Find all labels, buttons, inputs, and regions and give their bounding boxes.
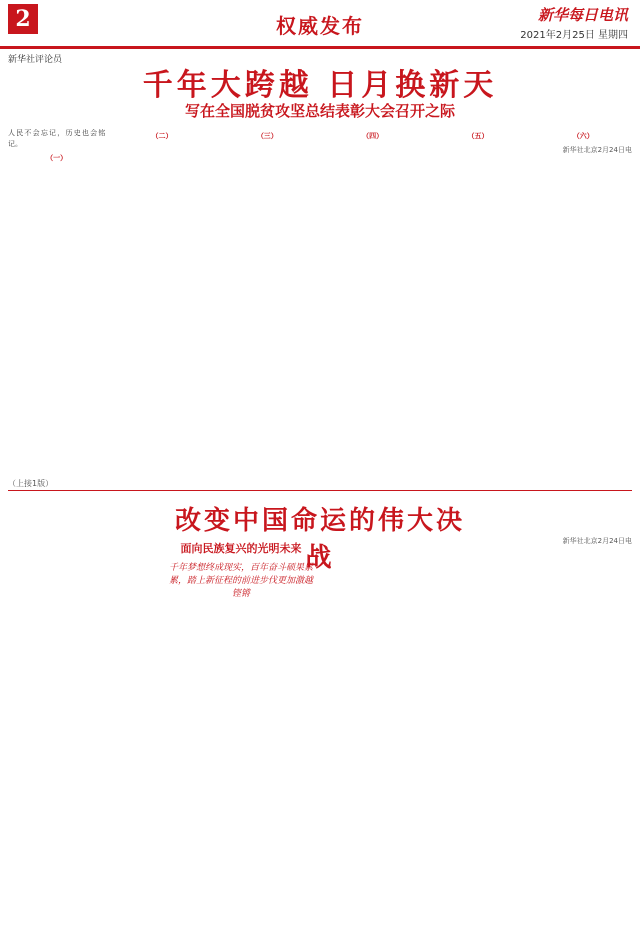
section-heading: （六） [572, 132, 594, 140]
article-column [324, 128, 421, 483]
article-column [113, 128, 210, 483]
issue-date: 2021年2月25日 星期四 [520, 30, 628, 41]
newspaper-brand: 新华每日电讯 [537, 6, 628, 24]
article2-signature: 新华社北京2月24日电 [562, 537, 632, 545]
article2-column [166, 536, 316, 916]
article2-column [482, 536, 632, 916]
page-number-badge: 2 [8, 4, 38, 34]
article-signature: 新华社北京2月24日电 [562, 146, 632, 154]
article2-headline: 改变中国命运的伟大决战 [174, 506, 465, 573]
section-heading: （二） [151, 132, 173, 140]
article2-column [8, 536, 158, 916]
article-column [429, 128, 526, 483]
section-heading: （三） [256, 132, 278, 140]
section-heading: （五） [467, 132, 489, 140]
article-subheadline: 写在全国脱贫攻坚总结表彰大会召开之际 [184, 102, 455, 120]
page-header [0, 0, 640, 49]
article-headline: 千年大跨越 日月换新天 [142, 68, 498, 103]
article-divider [8, 490, 632, 491]
article-intro: 人民不会忘记，历史也会铭记。 [8, 129, 106, 148]
article-column [8, 128, 105, 483]
continuation-note: （上接1版） [8, 479, 54, 488]
article2-quote: 千年梦想终成现实，百年奋斗硕果累累，踏上新征程的前进步伐更加激越铿锵 [168, 563, 313, 599]
section-heading: （四） [362, 132, 384, 140]
article2-subhead: 面向民族复兴的光明未来 [180, 542, 302, 555]
article-body-columns [8, 128, 632, 483]
article-column [219, 128, 316, 483]
byline: 新华社评论员 [8, 55, 63, 65]
section-title: 权威发布 [276, 14, 364, 38]
section-heading: （一） [46, 154, 68, 162]
article2-body-columns [8, 536, 632, 916]
article-column [535, 128, 632, 483]
article2-column [324, 536, 474, 916]
